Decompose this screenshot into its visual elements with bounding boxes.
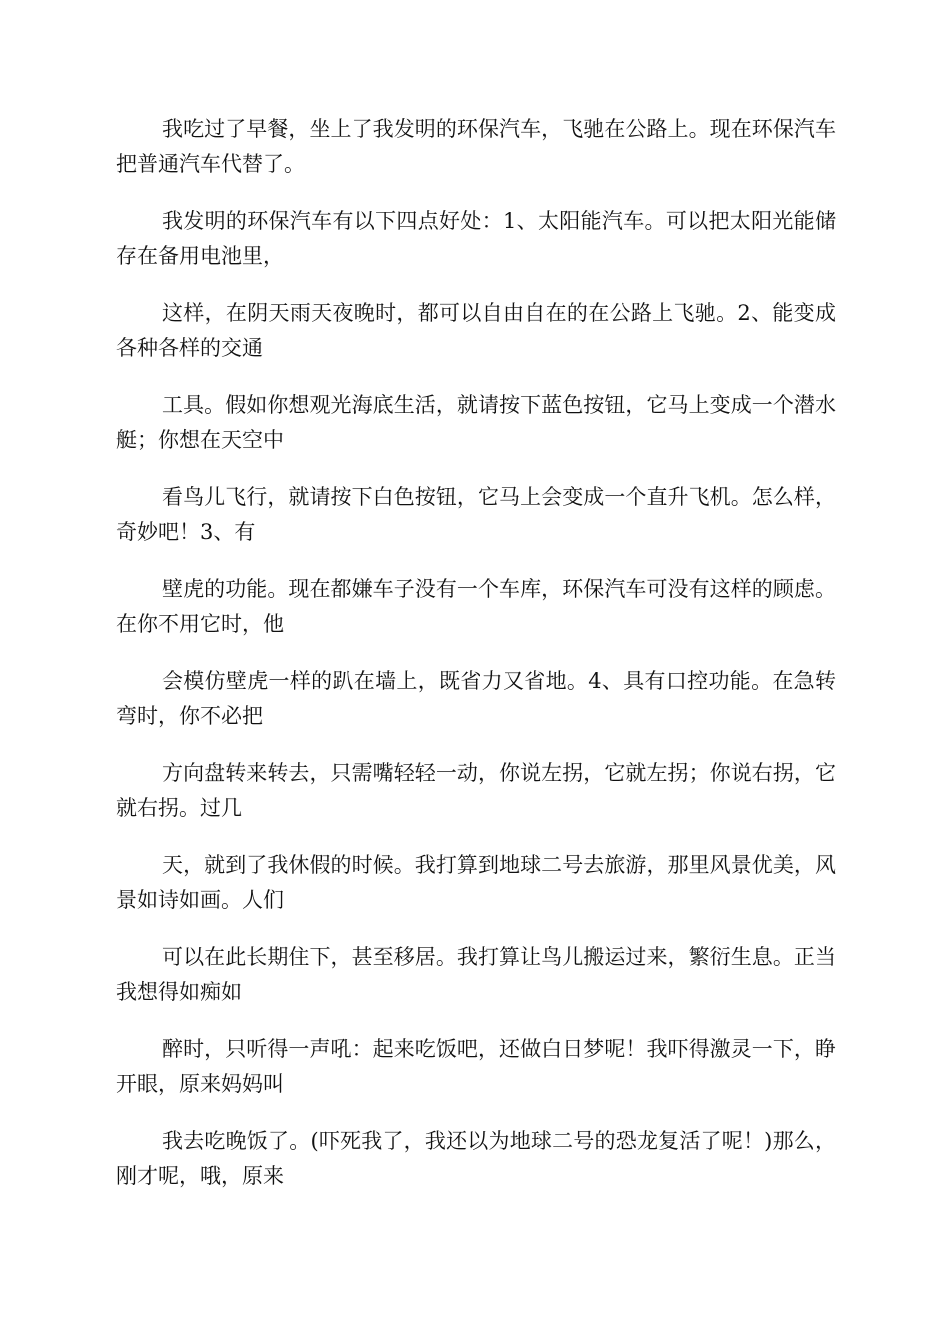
paragraph-4: 工具。假如你想观光海底生活，就请按下蓝色按钮，它马上变成一个潜水艇；你想在天空中 [116, 393, 836, 452]
document-body [116, 112, 836, 1216]
paragraph-5: 看鸟儿飞行，就请按下白色按钮，它马上会变成一个直升飞机。怎么样，奇妙吧！3、有 [116, 485, 836, 544]
paragraph-10: 可以在此长期住下，甚至移居。我打算让鸟儿搬运过来，繁衍生息。正当我想得如痴如 [116, 945, 836, 1004]
paragraph-11: 醉时，只听得一声吼：起来吃饭吧，还做白日梦呢！我吓得激灵一下，睁开眼，原来妈妈叫 [116, 1037, 836, 1096]
paragraph-6: 壁虎的功能。现在都嫌车子没有一个车库，环保汽车可没有这样的顾虑。在你不用它时，他 [116, 577, 836, 636]
paragraph-9: 天，就到了我休假的时候。我打算到地球二号去旅游，那里风景优美，风景如诗如画。人们 [116, 853, 836, 912]
paragraph-1: 我吃过了早餐，坐上了我发明的环保汽车，飞驰在公路上。现在环保汽车把普通汽车代替了。 [116, 117, 836, 176]
paragraph-8: 方向盘转来转去，只需嘴轻轻一动，你说左拐，它就左拐；你说右拐，它就右拐。过几 [116, 761, 836, 820]
paragraph-2: 我发明的环保汽车有以下四点好处：1、太阳能汽车。可以把太阳光能储存在备用电池里， [116, 209, 836, 268]
paragraph-12: 我去吃晚饭了。(吓死我了，我还以为地球二号的恐龙复活了呢！)那么，刚才呢，哦，原来 [116, 1129, 836, 1188]
paragraph-7: 会模仿壁虎一样的趴在墙上，既省力又省地。4、具有口控功能。在急转弯时，你不必把 [116, 669, 836, 728]
paragraph-3: 这样，在阴天雨天夜晚时，都可以自由自在的在公路上飞驰。2、能变成各种各样的交通 [116, 301, 836, 360]
